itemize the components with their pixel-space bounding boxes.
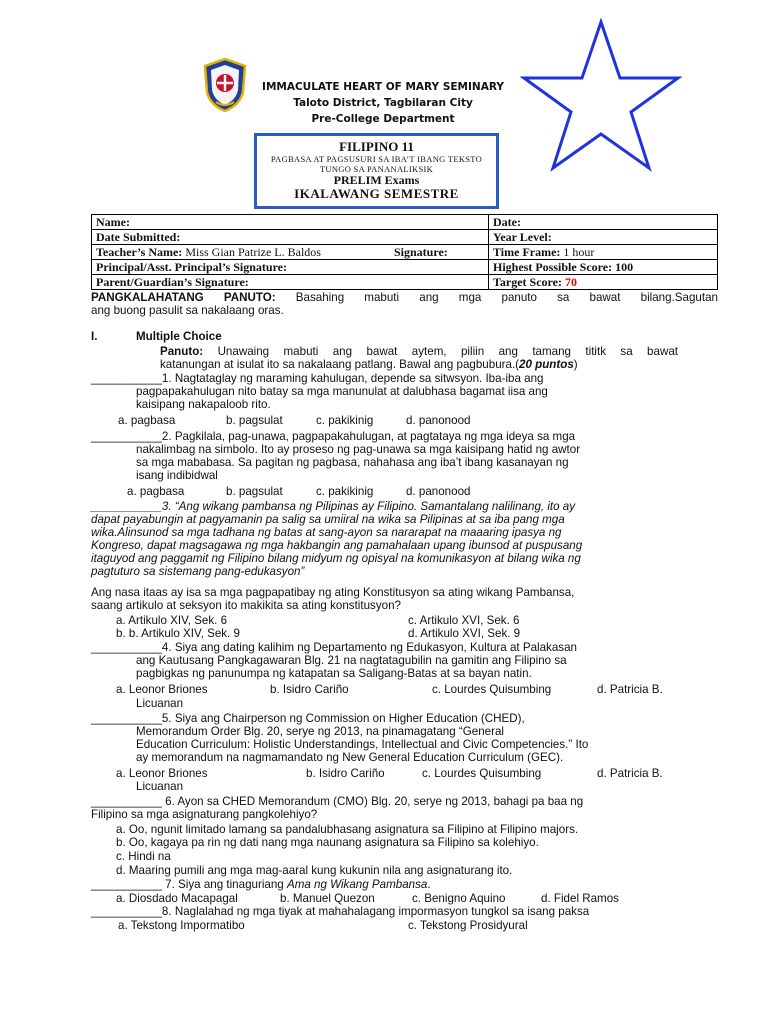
q7-line: [91, 878, 431, 891]
q4-option-d[interactable]: d. Patricia B.: [597, 683, 663, 696]
q6-option-c[interactable]: c. Hindi na: [116, 850, 171, 863]
q3-option-a[interactable]: a. Artikulo XIV, Sek. 6: [116, 614, 228, 627]
q6-option-b[interactable]: b. Oo, kagaya pa rin ng dati nang mga naunang asignatura sa Filipino sa kolehiyo.: [116, 836, 539, 849]
q7-end: .: [427, 878, 431, 891]
panuto-line-2: [160, 358, 578, 371]
subject-title: FILIPINO 11: [339, 139, 414, 154]
q4-option-c[interactable]: c. Lourdes Quisumbing: [432, 683, 552, 696]
target-score-field: [489, 275, 718, 290]
q4-line-1: ___________4. Siya ang dating kalihim ng Departamento ng Edukasyon, Kultura at Palakasan: [91, 641, 577, 654]
date-field[interactable]: Date:: [489, 215, 718, 230]
q4-line-3: pagbigkas ng panunumpa ng katapatan sa Saligang-Batas at sa bayan natin.: [136, 667, 532, 680]
time-frame-field: [489, 245, 718, 260]
q7-option-c[interactable]: c. Benigno Aquino: [412, 892, 506, 905]
q6-line-2: Filipino sa mga asignaturang pangkolehiyo?: [91, 808, 318, 821]
year-level-field[interactable]: Year Level:: [489, 230, 718, 245]
course-title-line1: PAGBASA AT PAGSUSURI SA IBA’T IBANG TEKSTO: [270, 154, 483, 164]
date-submitted-field[interactable]: Date Submitted:: [92, 230, 489, 245]
q8-option-a[interactable]: a. Tekstong Impormatibo: [118, 919, 245, 932]
q1-line-3: kaisipang nakapaloob rito.: [136, 398, 271, 411]
q2-line-3: sa mga mababasa. Sa pagitan ng pagbasa, nahahasa ang iba’t ibang kasanayan ng: [136, 456, 569, 469]
parent-signature-field[interactable]: Parent/Guardian’s Signature:: [92, 275, 489, 290]
highest-score: Highest Possible Score: 100: [489, 260, 718, 275]
q5-option-b[interactable]: b. Isidro Cariño: [306, 767, 385, 780]
school-header: [238, 79, 528, 127]
q7-text: ___________ 7. Siya ang tinaguriang: [91, 878, 287, 891]
q2-option-a[interactable]: a. pagbasa: [127, 485, 185, 498]
q3-option-d[interactable]: d. Artikulo XVI, Sek. 9: [408, 627, 521, 640]
q3-line-8: saang artikulo at seksyon ito makikita sa ating konstitusyon?: [91, 599, 401, 612]
q3-line-6: pagtuturo sa sistemang pang-edukasyon”: [91, 565, 305, 578]
table-row: [92, 260, 718, 275]
q5-line-4: ay memorandum na nagmamandato ng New General Education Curriculum (GEC).: [136, 751, 564, 764]
q1-option-b[interactable]: b. pagsulat: [226, 414, 283, 427]
q7-option-a[interactable]: a. Diosdado Macapagal: [116, 892, 238, 905]
q7-option-b[interactable]: b. Manuel Quezon: [280, 892, 375, 905]
q5-line-1: ___________5. Siya ang Chairperson ng Commission on Higher Education (CHED),: [91, 712, 525, 725]
q2-line-4: isang indibidwal: [136, 469, 218, 482]
principal-signature-field[interactable]: Principal/Asst. Principal’s Signature:: [92, 260, 489, 275]
star-icon: [520, 18, 682, 174]
signature-label: Signature:: [394, 245, 448, 259]
q7-option-d[interactable]: d. Fidel Ramos: [541, 892, 619, 905]
q3-line-4: Kongreso, dapat magsagawa ng mga hakbangin ang pamahalaan upang ibunsod at puspusang: [91, 539, 583, 552]
q3-line-3: wika.Alinsunod sa mga tadhana ng batas at sang-ayon sa nararapat na maaaring ipasya ng: [91, 526, 562, 539]
table-row: [92, 245, 718, 260]
q5-option-a[interactable]: a. Leonor Briones: [116, 767, 208, 780]
q1-line-2: pagpapakahulugan nito batay sa mga manunulat at dalubhasa bagamat iisa ang: [136, 385, 548, 398]
q8-line-1: ___________8. Naglalahad ng mga tiyak at mahahalagang impormasyon tungkol sa isang paksa: [91, 905, 590, 918]
panuto-label: Panuto:: [160, 345, 204, 358]
general-instructions: [91, 291, 718, 304]
panuto-line-1: [160, 345, 678, 358]
q2-option-d[interactable]: d. panonood: [406, 485, 471, 498]
school-name: IMMACULATE HEART OF MARY SEMINARY: [262, 81, 504, 93]
table-row: [92, 230, 718, 245]
q5-option-c[interactable]: c. Lourdes Quisumbing: [422, 767, 542, 780]
section-number: I.: [91, 330, 98, 343]
general-label: PANGKALAHATANG PANUTO:: [91, 291, 276, 304]
exam-name: PRELIM Exams: [333, 173, 420, 187]
q1-option-a[interactable]: a. pagbasa: [118, 414, 176, 427]
time-frame-value: 1 hour: [563, 245, 595, 259]
q3-line-7: Ang nasa itaas ay isa sa mga pagpapatibay ng ating Konstitusyon sa ating wikang Pambansa,: [91, 586, 575, 599]
q4-line-2: ang Kautusang Pangkagawaran Blg. 21 na nagtatagubilin na gamitin ang Filipino sa: [136, 654, 567, 667]
q3-line-2: dapat payabungin at pagyamanin pa salig sa umiiral na wika sa Pilipinas at sa iba pang mga: [91, 513, 565, 526]
school-district: Taloto District, Tagbilaran City: [293, 97, 473, 109]
teacher-name: Miss Gian Patrize L. Baldos: [185, 245, 321, 259]
q5-line-3: Education Curriculum: Holistic Understandings, Intellectual and Civic Competencies.” Ito: [136, 738, 589, 751]
q6-option-a[interactable]: a. Oo, ngunit limitado lamang sa pandalubhasang asignatura sa Filipino at Filipino majors.: [116, 823, 579, 836]
q2-option-b[interactable]: b. pagsulat: [226, 485, 283, 498]
q6-line-1: ___________ 6. Ayon sa CHED Memorandum (CMO) Blg. 20, serye ng 2013, bahagi pa baa ng: [91, 795, 584, 808]
q1-option-c[interactable]: c. pakikinig: [316, 414, 374, 427]
table-row: [92, 215, 718, 230]
q5-option-d[interactable]: d. Patricia B.: [597, 767, 663, 780]
q6-option-d[interactable]: d. Maaring pumili ang mga mag-aaral kung kukunin nila ang asignaturang ito.: [116, 864, 513, 877]
panuto-text: Unawaing mabuti ang bawat aytem, piliin ang tamang tititk sa bawat: [217, 345, 678, 358]
target-score-label: Target Score:: [493, 275, 562, 289]
panuto-close: ): [573, 358, 578, 371]
q7-italic: Ama ng Wikang Pambansa: [286, 878, 428, 891]
name-field[interactable]: Name:: [92, 215, 489, 230]
section-title: Multiple Choice: [136, 330, 222, 343]
target-score-value: 70: [564, 275, 577, 289]
general-text-2: ang buong pasulit sa nakalaang oras.: [91, 304, 284, 317]
points: 20 puntos: [519, 358, 574, 371]
general-text-1: Basahing mabuti ang mga panuto sa bawat bilang.Sagutan: [295, 291, 718, 304]
q4-option-a[interactable]: a. Leonor Briones: [116, 683, 208, 696]
q3-line-5: itaguyod ang paggamit ng Filipino bilang midyum ng opisyal na komunikasyon at bilang wika ng: [91, 552, 581, 565]
table-row: [92, 275, 718, 290]
q1-line-1: ___________1. Nagtataglay ng maraming kahulugan, depende sa sitwsyon. Iba-iba ang: [91, 372, 544, 385]
q2-line-2: nakalimbag na simbolo. Ito ay proseso ng pag-unawa sa mga kaisipang hatid ng awtor: [136, 443, 581, 456]
q8-option-c[interactable]: c. Tekstong Prosidyural: [408, 919, 528, 932]
q4-option-d-cont: Licuanan: [136, 697, 184, 710]
q5-line-2: Memorandum Order Blg. 20, serye ng 2013, na pinamagatang “General: [136, 725, 504, 738]
q3-option-c[interactable]: c. Artikulo XVI, Sek. 6: [408, 614, 520, 627]
q3-option-b[interactable]: b. b. Artikulo XIV, Sek. 9: [116, 627, 240, 640]
q2-line-1: ___________2. Pagkilala, pag-unawa, pagpapakahulugan, at pagtataya ng mga ideya sa mga: [91, 430, 576, 443]
q2-option-c[interactable]: c. pakikinig: [316, 485, 374, 498]
teacher-label: Teacher’s Name:: [96, 245, 183, 259]
q1-option-d[interactable]: d. panonood: [406, 414, 471, 427]
time-frame-label: Time Frame:: [493, 245, 561, 259]
q3-line-1: ___________3. “Ang wikang pambansa ng Pilipinas ay Filipino. Samantalang nalilinang, ito ay: [91, 500, 576, 513]
school-department: Pre-College Department: [311, 113, 455, 125]
semester: IKALAWANG SEMESTRE: [294, 186, 459, 201]
student-info-table: [91, 214, 718, 290]
q4-option-b[interactable]: b. Isidro Cariño: [270, 683, 349, 696]
exam-title-box: [254, 133, 499, 209]
teacher-field: [92, 245, 489, 260]
panuto-text-2: katanungan at isulat ito sa nakalaang patlang. Bawal ang pagbubura.(: [160, 358, 520, 371]
q5-option-d-cont: Licuanan: [136, 780, 184, 793]
course-title-line2: TUNGO SA PANANALIKSIK: [319, 164, 434, 174]
